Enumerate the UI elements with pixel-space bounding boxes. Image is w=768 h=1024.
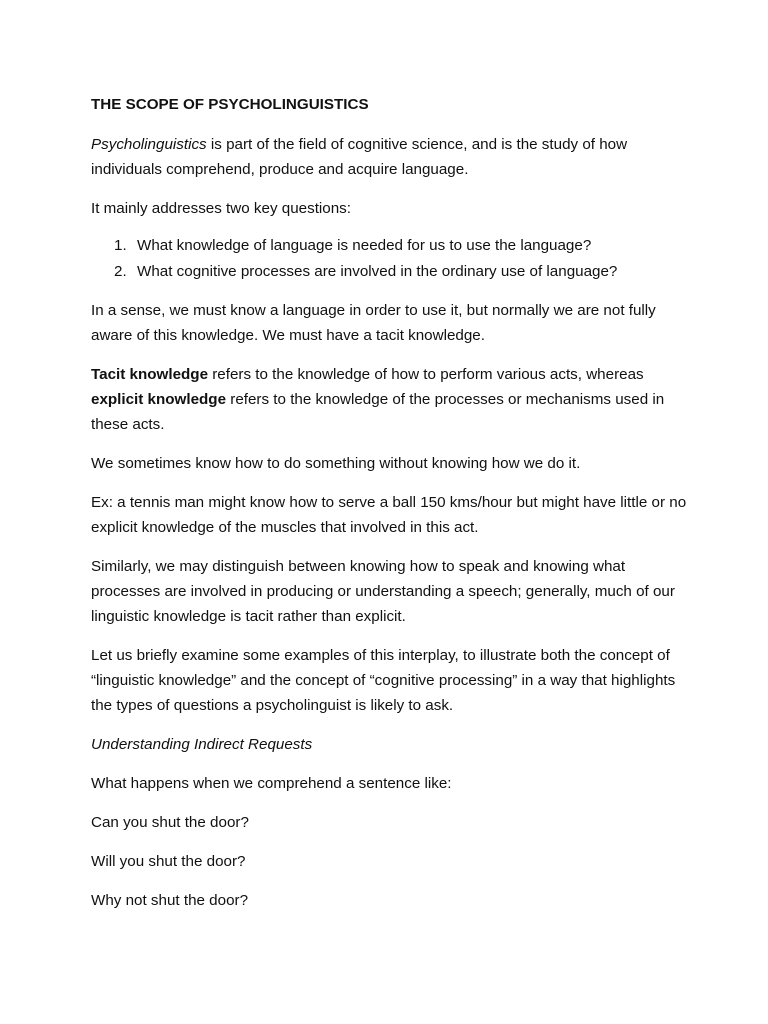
- paragraph-definition: [91, 132, 691, 182]
- paragraph-example-tennis: Ex: a tennis man might know how to serve a ball 150 kms/hour but might have little or no explicit knowledge of the muscles that involved in this act.: [91, 494, 687, 536]
- explicit-definition-text: refers to the knowledge of the processes or mechanisms used in these acts.: [91, 391, 665, 433]
- example-sentence: Why not shut the door?: [91, 892, 249, 909]
- key-questions-list: [91, 233, 691, 284]
- paragraph-know-how: We sometimes know how to do something without knowing how we do it.: [91, 455, 581, 472]
- term-explicit-knowledge: explicit knowledge: [91, 391, 227, 408]
- list-item-text: What cognitive processes are involved in the ordinary use of language?: [137, 263, 618, 280]
- example-sentence: Can you shut the door?: [91, 814, 249, 831]
- definition-text: is part of the field of cognitive science, and is the study of how individuals comprehend, produce and acquire language.: [91, 136, 628, 178]
- paragraph-comprehend-question: What happens when we comprehend a sentence like:: [91, 775, 452, 792]
- example-sentence: Will you shut the door?: [91, 853, 246, 870]
- section-subheading: [91, 732, 691, 757]
- document-title: THE SCOPE OF PSYCHOLINGUISTICS: [91, 96, 369, 113]
- paragraph-tacit-intro: In a sense, we must know a language in order to use it, but normally we are not fully aware of this knowledge. We must have a tacit knowledge.: [91, 302, 656, 344]
- list-item: [114, 233, 691, 258]
- list-item: [114, 259, 691, 284]
- paragraph-key-questions-intro: It mainly addresses two key questions:: [91, 200, 351, 217]
- tacit-definition-text: refers to the knowledge of how to perform various acts, whereas: [208, 366, 644, 383]
- subheading-text: Understanding Indirect Requests: [91, 736, 313, 753]
- paragraph-interplay: Let us briefly examine some examples of this interplay, to illustrate both the concept of “linguistic knowledge” and the concept of “cognitive processing” in a way that highlights the types of questions a psycholinguist is likely to ask.: [91, 647, 676, 714]
- list-item-text: What knowledge of language is needed for us to use the language?: [137, 237, 592, 254]
- list-item-number: 1.: [114, 237, 127, 254]
- document-body: [91, 92, 691, 927]
- paragraph-similarly: Similarly, we may distinguish between knowing how to speak and knowing what processes are involved in producing or understanding a speech; generally, much of our linguistic knowledge is tacit rather than explicit.: [91, 558, 675, 625]
- paragraph-tacit-explicit: [91, 362, 691, 437]
- term-tacit-knowledge: Tacit knowledge: [91, 366, 209, 383]
- term-psycholinguistics: Psycholinguistics: [91, 136, 207, 153]
- list-item-number: 2.: [114, 263, 127, 280]
